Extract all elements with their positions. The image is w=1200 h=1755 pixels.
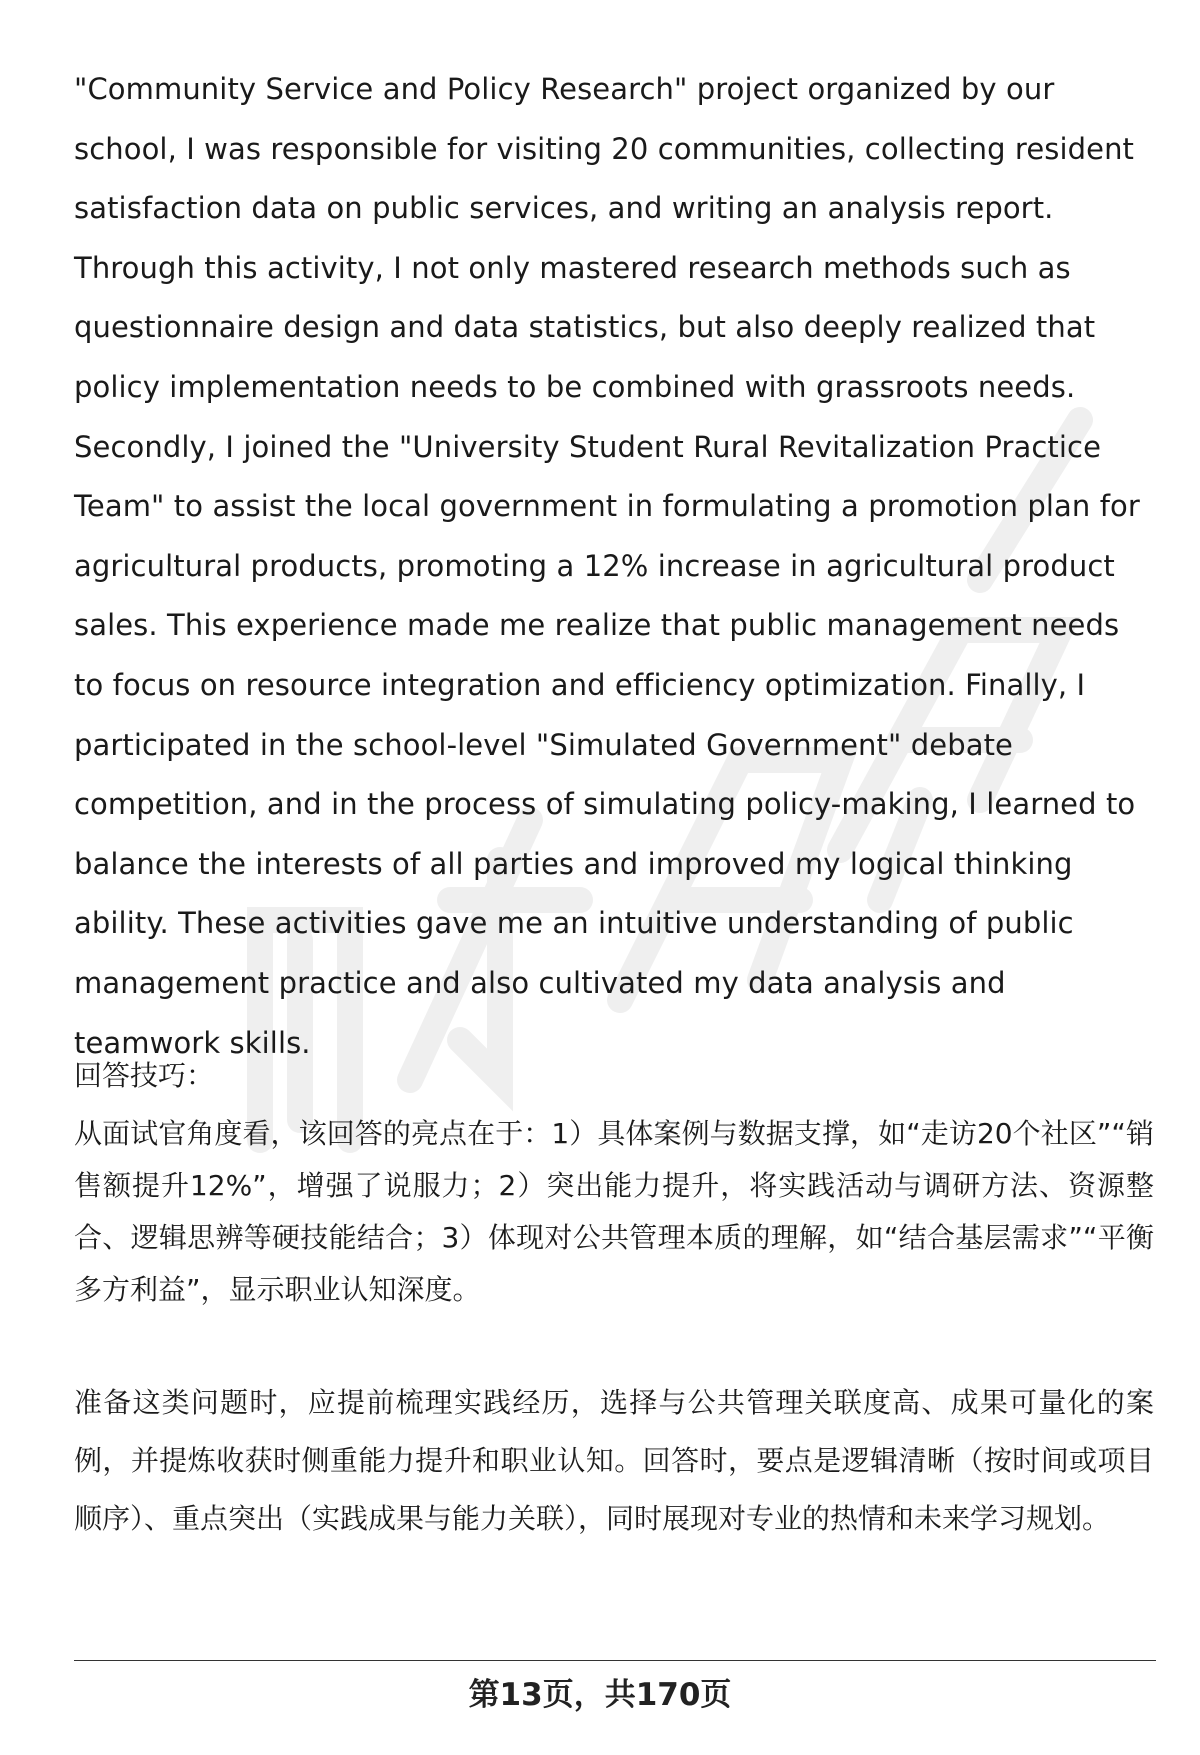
tips-paragraph-1: 从面试官角度看，该回答的亮点在于：1）具体案例与数据支撑，如“走访20个社区”“销售额提升12%”，增强了说服力；2）突出能力提升，将实践活动与调研方法、资源整合、逻辑思辨等硬技能结合；3）体现对公共管理本质的理解，如“结合基层需求”“平衡多方利益”，显示职业认知深度。 [74,1117,1154,1306]
page-number: 第13页，共170页 [468,1677,732,1713]
tips-heading: 回答技巧： [74,1059,215,1092]
tips-paragraph-2: 准备这类问题时，应提前梳理实践经历，选择与公共管理关联度高、成果可量化的案例，并提炼收获时侧重能力提升和职业认知。回答时，要点是逻辑清晰（按时间或项目顺序）、重点突出（实践成果与能力关联），同时展现对专业的热情和未来学习规划。 [74,1386,1154,1535]
footer-divider [74,1660,1156,1661]
answer-paragraph: "Community Service and Policy Research" project organized by our school, I was responsible for visiting 20 communities, collecting resident satisfaction data on public services, and writing an analysis report. Through this activity, I not only mastered research methods such as questionnaire design and data statistics, but also deeply realized that policy implementation needs to be combined with grassroots needs. Secondly, I joined the "University Student Rural Revitalization Practice Team" to assist the local government in formulating a promotion plan for agricultural products, promoting a 12% increase in agricultural product sales. This experience made me realize that public management needs to focus on resource integration and efficiency optimization. Finally, I participated in the school-level "Simulated Government" debate competition, and in the process of simulating policy-making, I learned to balance the interests of all parties and improved my logical thinking ability. These activities gave me an intuitive understanding of public management practice and also cultivated my data analysis and teamwork skills. [74,72,1140,1060]
